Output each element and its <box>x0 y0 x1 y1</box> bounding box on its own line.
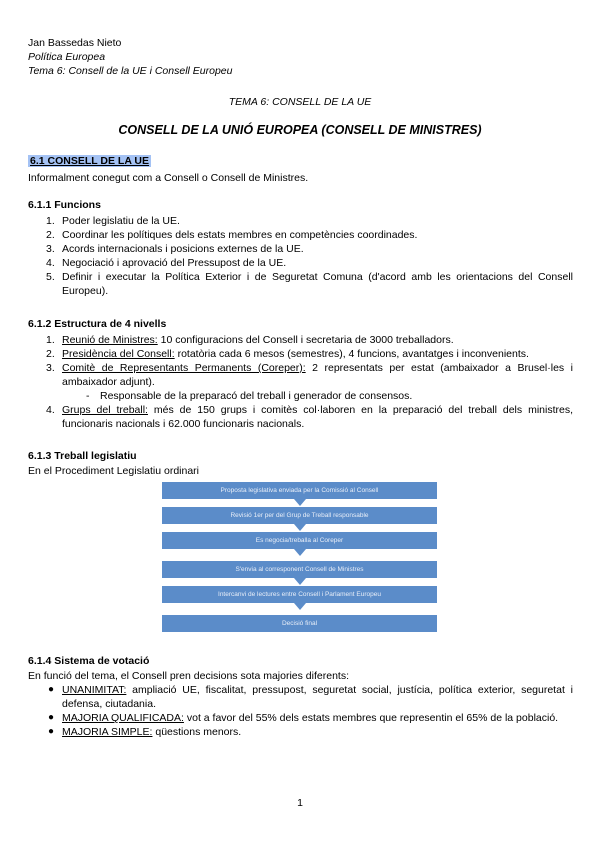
list-item: ● MAJORIA QUALIFICADA: vot a favor del 55% dels estats membres que representin el 65% de la població. <box>48 712 559 724</box>
flow-step: Decisió final <box>162 615 437 632</box>
header-author: Jan Bassedas Nieto <box>28 37 122 49</box>
header-course: Política Europea <box>28 51 106 63</box>
down-arrow-icon <box>294 524 306 531</box>
list-item: 3. Acords internacionals i posicions externes de la UE. <box>46 243 304 255</box>
flow-step: Revisió 1er per del Grup de Treball responsable <box>162 507 437 524</box>
page-number: 1 <box>297 797 303 809</box>
list-item: ● MAJORIA SIMPLE: qüestions menors. <box>48 726 242 738</box>
section-6-1-highlight: 6.1 CONSELL DE LA UE <box>30 155 150 167</box>
down-arrow-icon <box>294 578 306 585</box>
legislative-flowchart <box>162 482 437 635</box>
structure-list <box>28 333 573 431</box>
header-topic: Tema 6: Consell de la UE i Consell Europeu <box>28 65 233 77</box>
list-item: 3. Comitè de Representants Permanents (Coreper): 2 representats per estat (ambaixador a Brusel·les i ambaixador adjunt). <box>46 362 573 388</box>
header-block <box>28 36 232 78</box>
list-item: 2. Coordinar les polítiques dels estats membres en competències coordinades. <box>46 229 418 241</box>
sub-list-item: - Responsable de la preparacó del treball i generador de consensos. <box>86 390 413 402</box>
section-6-1-3-intro: En el Procediment Legislatiu ordinari <box>28 465 200 477</box>
section-6-1-intro: Informalment conegut com a Consell o Consell de Ministres. <box>28 172 309 184</box>
list-item: 1. Reunió de Ministres: 10 configuracions del Consell i secretaria de 3000 treballadors. <box>46 334 454 346</box>
doc-heading: TEMA 6: CONSELL DE LA UE <box>228 96 372 108</box>
bullet-icon: ● <box>48 684 55 695</box>
down-arrow-icon <box>294 603 306 610</box>
list-item: 5. Definir i executar la Política Exterior i de Seguretat Comuna (d'acord amb les orientacions del Consell Europeu). <box>46 271 573 297</box>
section-6-1-title <box>28 155 151 167</box>
bullet-icon: ● <box>48 712 55 723</box>
doc-title: CONSELL DE LA UNIÓ EUROPEA (CONSELL DE MINISTRES) <box>118 123 482 137</box>
functions-list <box>28 214 573 298</box>
list-item: 4. Grups del treball: més de 150 grups i comitès col·laboren en la preparació del treball dels ministres, funcionaris nacionals i 62.000 funcionaris nacionals. <box>46 404 573 430</box>
section-6-1-2-title: 6.1.2 Estructura de 4 nivells <box>28 318 167 330</box>
flow-step: Intercanvi de lectures entre Consell i Parlament Europeu <box>162 586 437 603</box>
list-item: 1. Poder legislatiu de la UE. <box>46 215 180 227</box>
down-arrow-icon <box>294 549 306 556</box>
flow-step: Proposta legislativa enviada per la Comissió al Consell <box>162 482 437 499</box>
section-6-1-4-intro: En funció del tema, el Consell pren decisions sota majories diferents: <box>28 670 349 682</box>
bullet-icon: ● <box>48 726 55 737</box>
flow-step: S'envia al corresponent Consell de Ministres <box>162 561 437 578</box>
list-item: 2. Presidència del Consell: rotatòria cada 6 mesos (semestres), 4 funcions, avantatges i inconvenients. <box>46 348 529 360</box>
flow-step: Es negocia/treballa al Coreper <box>162 532 437 549</box>
section-6-1-4-title: 6.1.4 Sistema de votació <box>28 655 150 667</box>
voting-list <box>28 683 573 739</box>
section-6-1-3-title: 6.1.3 Treball legislatiu <box>28 450 137 462</box>
list-item: 4. Negociació i aprovació del Pressupost de la UE. <box>46 257 287 269</box>
down-arrow-icon <box>294 499 306 506</box>
section-6-1-1-title: 6.1.1 Funcions <box>28 199 101 211</box>
list-item: ● UNANIMITAT: ampliació UE, fiscalitat, pressupost, seguretat social, justícia, política exterior, seguretat i defensa, ciutadania. <box>48 684 573 710</box>
